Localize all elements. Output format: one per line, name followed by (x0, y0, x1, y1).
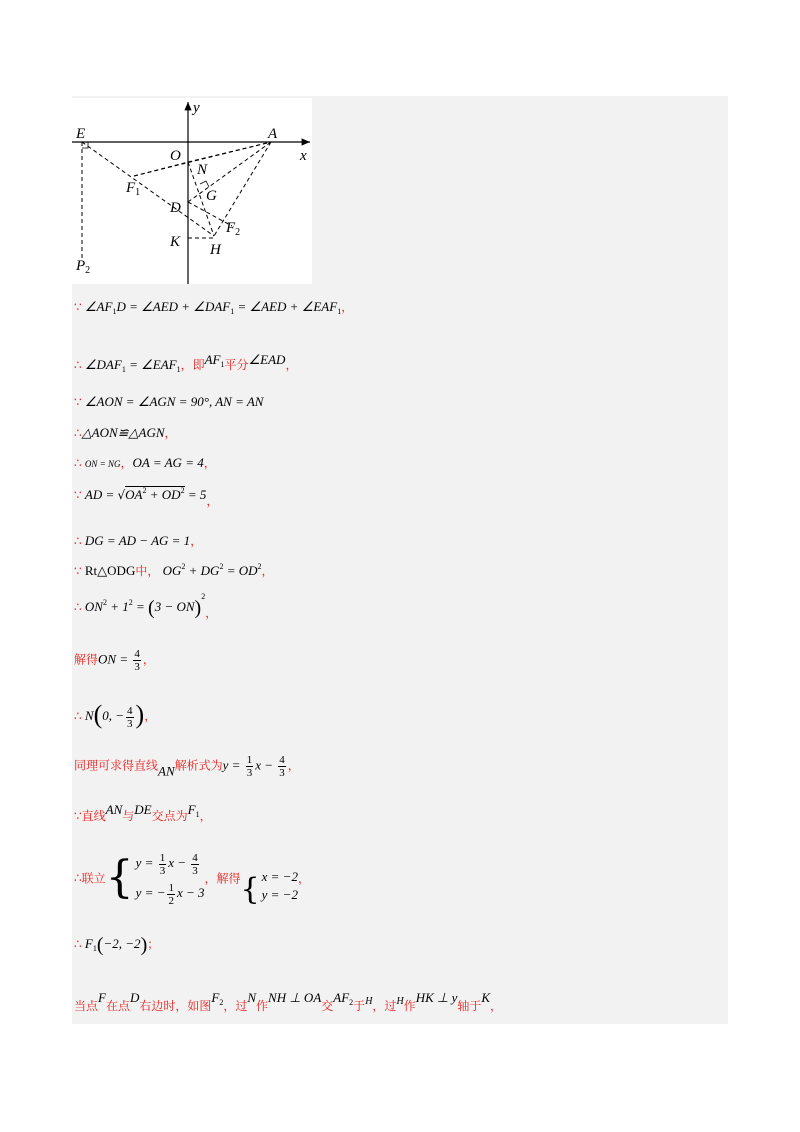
paren-open: ( (93, 700, 103, 729)
fraction: $\frac{4}{3}$ (192, 851, 198, 877)
equation-system (136, 848, 205, 908)
label-k: K (170, 234, 181, 250)
step-16: 当点F在点D右边时，如图$F^2$，过N作NH ⊥ OA交$AF^2$于$^H$，过$^H$作HK ⊥ y轴于K， (74, 990, 503, 1013)
coordinate-diagram (72, 98, 312, 284)
step-9: ∴ $ON^2 + 1^2 = (3 - ON)^2$， (74, 592, 218, 620)
paren-open: ( (148, 597, 155, 619)
step-3: ∵ ∠AON = ∠AGN = 90°, AN = AN (74, 394, 264, 409)
step-4: ∴△AON≌△AGN， (74, 425, 177, 440)
solution-brace: { (240, 871, 260, 907)
paren-close: ) (194, 597, 202, 619)
system-brace: { (105, 852, 134, 903)
label-p2: $P_2$ (76, 258, 91, 276)
step-10: 解得ON = $\frac{4}{3}$ ， (74, 648, 155, 673)
label-e: E (76, 126, 86, 142)
sqrt-sign: √ (117, 488, 126, 502)
label-d: D (170, 200, 181, 216)
label-g: G (206, 188, 217, 204)
label-a: A (268, 126, 278, 142)
step-12: 同理可求得直线AN解析式为y = $\frac{1}{3}$ x − $\frac{4}{3}$ ， (74, 754, 300, 779)
label-x: x (300, 148, 307, 164)
sqrt-radicand: $OA^2 + OD^2$ (125, 486, 185, 502)
step-15: ∴ $F_1(-2$, −2)； (74, 934, 160, 956)
step-7: ∴ DG = AD − AG = 1， (74, 533, 203, 548)
system-row-1: y = $\frac{1}{3}$ x − $\frac{4}{3}$ (135, 851, 198, 877)
step-5: ∴ ON = NG，OA = AG = 4， (74, 455, 216, 470)
step-1: ∵ $\angle AF_1D$ = ∠AED + $\angle DAF_1$ = ∠AED + $\angle EAF_1$， (74, 299, 354, 316)
label-h: H (210, 242, 221, 258)
fraction: $\frac{4}{3}$ (279, 754, 285, 779)
step-11: ∴ N(0, − $\frac{4}{3}$ )， (74, 700, 157, 730)
step-13: ∵直线AN与DE交点为$F^1$， (74, 802, 212, 823)
label-o: O (170, 148, 181, 164)
system-row-2: y = − $\frac{1}{2}$ x − 3 (135, 881, 205, 907)
paren-close: ) (135, 700, 145, 729)
paren-close: ) (140, 934, 148, 956)
fraction: $\frac{4}{3}$ (134, 648, 140, 673)
right-angle-mark-g (200, 181, 209, 187)
fraction: $\frac{1}{3}$ (246, 754, 253, 779)
paren-open: ( (96, 934, 104, 956)
step-2: ∴ $\angle DAF_1$ = $\angle EAF_1$，即$AF^1$平分∠EAD， (74, 352, 298, 374)
geometry-figure (72, 98, 312, 284)
label-f1: $F_1$ (126, 180, 141, 198)
fraction: $\frac{1}{3}$ (159, 851, 166, 877)
step-8: ∵ Rt△ODG中， $OG^2 + DG^2 = OD^2$， (74, 562, 274, 578)
step-6: ∵ AD = $√OA^2 + OD^2 = 5$， (74, 486, 219, 508)
label-y: y (193, 100, 200, 116)
label-f2: $F_2$ (226, 220, 241, 238)
fraction: $\frac{1}{2}$ (168, 881, 174, 907)
label-n: N (197, 162, 208, 178)
solution-system: x = −2 y = −2 (261, 868, 298, 902)
step-14: ∴联立{ y = $\frac{1}{3}$ x − $\frac{4}{3}$ y = − $\frac{1}{2}$ x − 3 ，解得{ x = −2 y = −2 ， (74, 848, 310, 914)
fraction: $\frac{4}{3}$ (127, 704, 133, 730)
